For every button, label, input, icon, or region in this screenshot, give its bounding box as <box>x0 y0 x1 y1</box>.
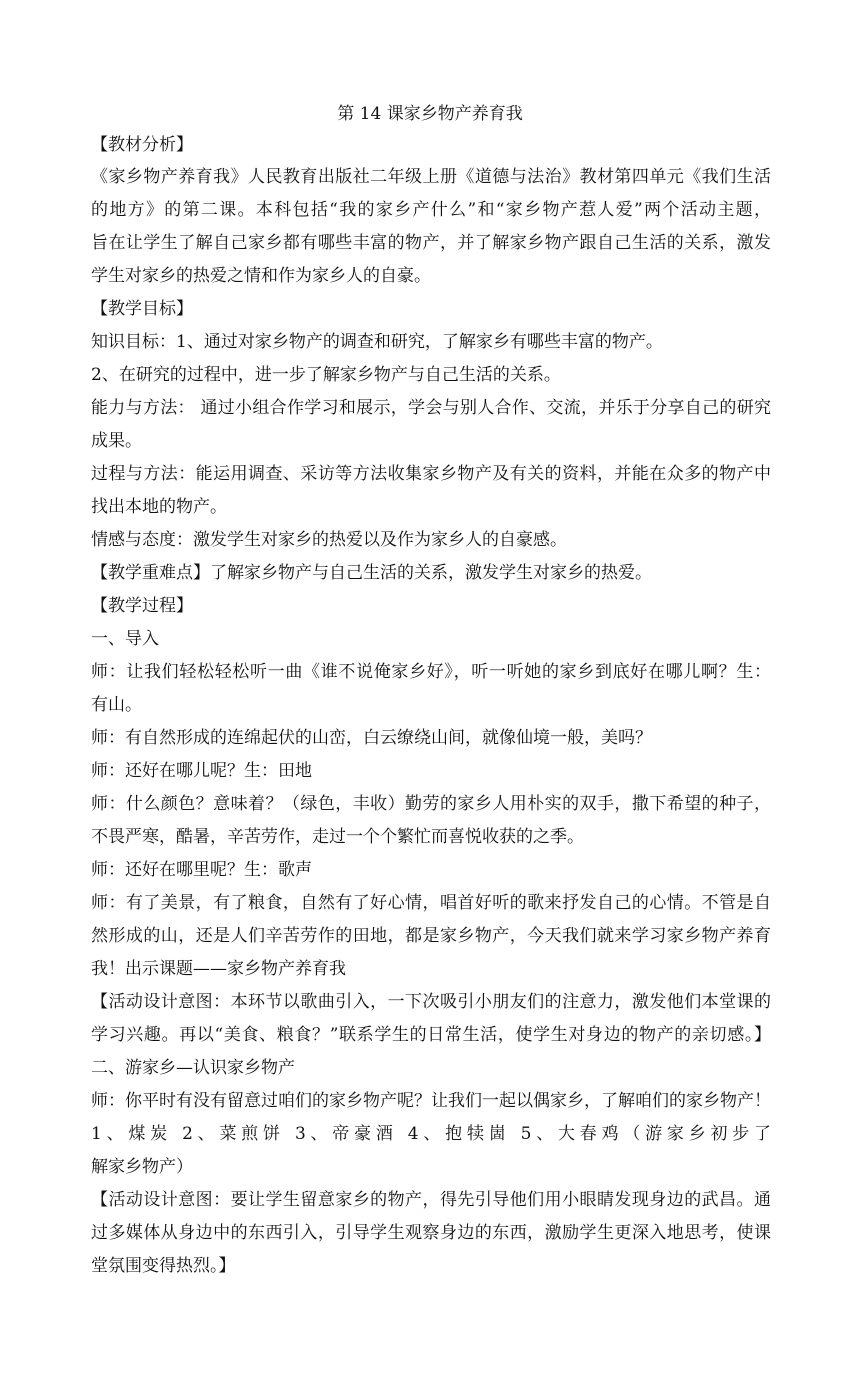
text-line: 能力与方法： 通过小组合作学习和展示，学会与别人合作、交流，并乐于分享自己的研究 <box>91 398 771 418</box>
section-heading: 【教学重难点】了解家乡物产与自己生活的关系，激发学生对家乡的热爱。 <box>91 563 652 583</box>
subsection-heading: 一、导入 <box>91 629 159 649</box>
text-line: 知识目标：1、通过对家乡物产的调查和研究，了解家乡有哪些丰富的物产。 <box>91 332 663 352</box>
text-line: 情感与态度：激发学生对家乡的热爱以及作为家乡人的自豪感。 <box>91 530 567 550</box>
text-line: 师：让我们轻松轻松听一曲《谁不说俺家乡好》，听一听她的家乡到底好在哪儿啊？生： <box>91 662 771 682</box>
text-line: 【活动设计意图：要让学生留意家乡的物产，得先引导他们用小眼睛发现身边的武昌。通 <box>91 1190 771 1210</box>
section-heading: 【教材分析】 <box>91 135 193 155</box>
text-line: 不畏严寒，酷暑，辛苦劳作，走过一个个繁忙而喜悦收获的之季。 <box>91 827 584 847</box>
text-line: 《家乡物产养育我》人民教育出版社二年级上册《道德与法治》教材第四单元《我们生活 <box>91 167 771 187</box>
text-line: 师：有了美景，有了粮食，自然有了好心情，唱首好听的歌来抒发自己的心情。不管是自 <box>91 893 771 913</box>
section-heading: 【教学过程】 <box>91 596 193 616</box>
text-line: 师：有自然形成的连绵起伏的山峦，白云缭绕山间，就像仙境一般，美吗？ <box>91 728 652 748</box>
text-line: 1、煤炭 2、菜煎饼 3、帝豪酒 4、抱犊崮 5、大春鸡（游家乡初步了 <box>91 1124 771 1144</box>
page-title: 第 14 课家乡物产养育我 <box>337 104 523 124</box>
text-line: 师：还好在哪里呢？生：歌声 <box>91 860 312 880</box>
text-line: 找出本地的物产。 <box>91 497 227 517</box>
text-line: 堂氛围变得热烈。】 <box>91 1256 236 1276</box>
text-line: 学习兴趣。再以“美食、粮食？”联系学生的日常生活，使学生对身边的物产的亲切感。】 <box>91 1025 771 1045</box>
subsection-heading: 二、游家乡—认识家乡物产 <box>91 1058 295 1078</box>
text-line: 学生对家乡的热爱之情和作为家乡人的自豪。 <box>91 266 431 286</box>
text-line: 过程与方法：能运用调查、采访等方法收集家乡物产及有关的资料，并能在众多的物产中 <box>91 464 771 484</box>
text-line: 过多媒体从身边中的东西引入，引导学生观察身边的东西，激励学生更深入地思考，使课 <box>91 1223 771 1243</box>
text-line: 有山。 <box>91 695 142 715</box>
text-line: 解家乡物产） <box>91 1157 193 1177</box>
text-line: 师：你平时有没有留意过咱们的家乡物产呢？让我们一起以偶家乡，了解咱们的家乡物产！ <box>91 1091 771 1111</box>
text-line: 的地方》的第二课。本科包括“我的家乡产什么”和“家乡物产惹人爱”两个活动主题， <box>91 200 771 220</box>
text-line: 师：还好在哪儿呢？生：田地 <box>91 761 312 781</box>
text-line: 【活动设计意图：本环节以歌曲引入，一下次吸引小朋友们的注意力，激发他们本堂课的 <box>91 992 771 1012</box>
text-line: 成果。 <box>91 431 142 451</box>
section-heading: 【教学目标】 <box>91 299 193 319</box>
text-line: 然形成的山，还是人们辛苦劳作的田地，都是家乡物产，今天我们就来学习家乡物产养育 <box>91 926 771 946</box>
text-line: 师：什么颜色？意味着？（绿色，丰收）勤劳的家乡人用朴实的双手，撒下希望的种子， <box>91 794 771 814</box>
text-line: 2、在研究的过程中，进一步了解家乡物产与自己生活的关系。 <box>91 365 561 385</box>
text-line: 旨在让学生了解自己家乡都有哪些丰富的物产，并了解家乡物产跟自己生活的关系，激发 <box>91 233 771 253</box>
text-line: 我！出示课题——家乡物产养育我 <box>91 959 346 979</box>
